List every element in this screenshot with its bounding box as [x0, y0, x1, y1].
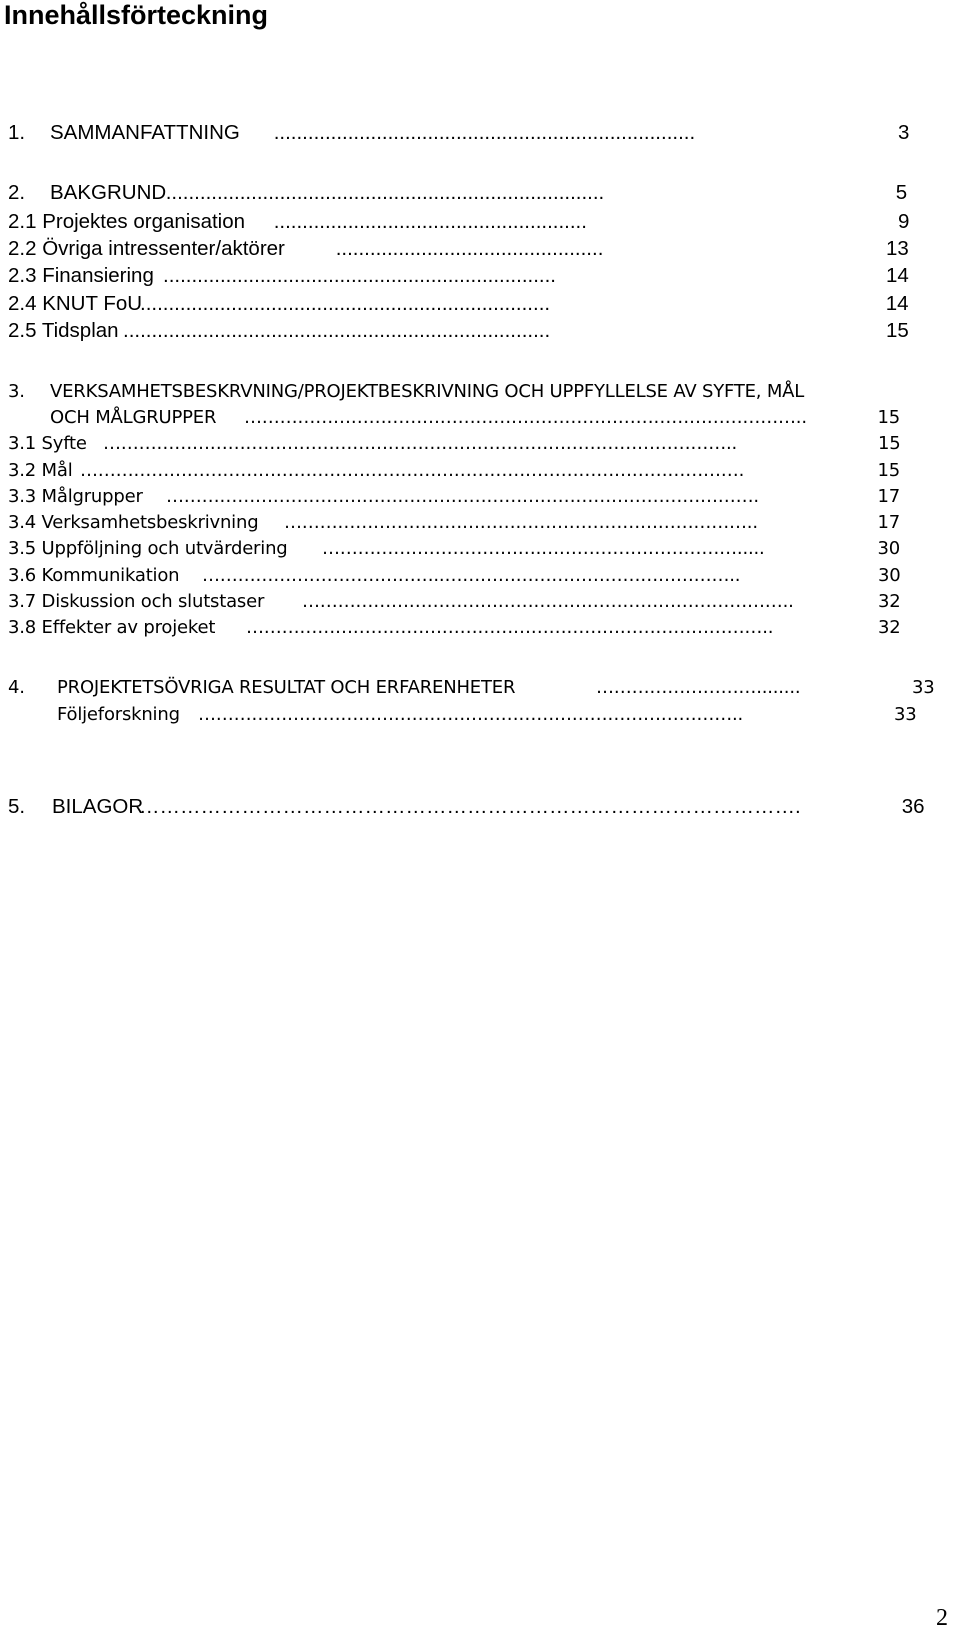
toc-entry-1-page: 3: [898, 121, 910, 144]
toc-entry-4-number: 4.: [8, 677, 25, 698]
toc-entry-2-3-leader: .....................................................................: [163, 264, 556, 287]
toc-entry-3-3[interactable]: [0, 483, 960, 510]
toc-entry-5-title: BILAGOR: [52, 795, 144, 818]
toc-entry-1-leader: ..........................................................................: [268, 121, 696, 144]
toc-entry-2-leader: .............................................................................: [160, 181, 605, 204]
page-number: 2: [936, 1605, 948, 1631]
toc-entry-2-5-title: 2.5 Tidsplan: [8, 319, 119, 342]
toc-entry-3-2-title: 3.2 Mål: [8, 460, 73, 481]
toc-entry-4-1-leader: ………………………………………………………………………………..: [198, 704, 744, 725]
toc-entry-2-title: BAKGRUND: [50, 181, 167, 204]
toc-entry-3-title-cont: OCH MÅLGRUPPER: [50, 407, 217, 428]
toc-entry-2-page: 5: [890, 181, 908, 204]
toc-entry-2-1-leader: .......................................................: [268, 210, 587, 233]
toc-entry-3-8-page: 32: [878, 617, 901, 638]
toc-entry-3-continued[interactable]: [0, 404, 960, 431]
toc-entry-4-1-page: 33: [894, 704, 917, 725]
toc-entry-2-2[interactable]: [0, 235, 960, 262]
toc-entry-3-5-leader: ……………………………….…………………………….....: [322, 538, 765, 559]
toc-entry-3-leader: …………………………………………………………………………………..: [244, 407, 807, 428]
toc-entry-2-3-page: 14: [886, 264, 909, 287]
toc-entry-5-leader: …………………………………………………………………………………….: [139, 795, 801, 818]
toc-entry-5[interactable]: [0, 793, 960, 820]
toc-entry-4-page: 33: [912, 677, 935, 698]
toc-entry-2-4-leader: ........................................................................: [140, 292, 551, 315]
toc-entry-2-5-page: 15: [886, 319, 909, 342]
toc-entry-2-5[interactable]: [0, 317, 960, 344]
toc-entry-5-page: 36: [896, 795, 925, 818]
toc-entry-3-page: 15: [872, 407, 901, 428]
toc-entry-3-7-title: 3.7 Diskussion och slutstaser: [8, 591, 265, 612]
toc-entry-3-4-title: 3.4 Verksamhetsbeskrivning: [8, 512, 259, 533]
toc-entry-2-4[interactable]: [0, 290, 960, 317]
toc-entry-4-1-title: Följeforskning: [57, 704, 180, 725]
toc-entry-3-6-page: 30: [878, 565, 901, 586]
toc-heading: Innehållsförteckning: [4, 0, 269, 30]
toc-entry-2-1-title: 2.1 Projektes organisation: [8, 210, 246, 233]
toc-entry-2-2-page: 13: [886, 237, 909, 260]
toc-entry-2-1[interactable]: [0, 208, 960, 235]
toc-entry-2-3-title: 2.3 Finansiering: [8, 264, 154, 287]
toc-entry-3-4-leader: ……………………………………………………………………..: [284, 512, 758, 533]
toc-entry-3-number: 3.: [8, 381, 25, 402]
toc-entry-3-2[interactable]: [0, 457, 960, 484]
toc-entry-3-4[interactable]: [0, 509, 960, 536]
toc-entry-3-4-page: 17: [872, 512, 901, 533]
toc-entry-3-6-title: 3.6 Kommunikation: [8, 565, 180, 586]
toc-entry-2-4-page: 14: [880, 292, 909, 315]
toc-entry-4[interactable]: [0, 674, 960, 701]
toc-entry-3-6-leader: …………………………………..…………………………………………..: [202, 565, 741, 586]
toc-entry-3-3-leader: ……………………………………………………………………………………….: [166, 486, 759, 507]
toc-entry-3-7[interactable]: [0, 588, 960, 615]
toc-entry-2-1-page: 9: [898, 210, 910, 233]
toc-entry-4-1[interactable]: [0, 701, 960, 728]
toc-entry-3-2-page: 15: [872, 460, 901, 481]
toc-entry-2-2-title: 2.2 Övriga intressenter/aktörer: [8, 237, 285, 260]
toc-entry-3-7-leader: ………………………………………………………………………..: [302, 591, 794, 612]
toc-entry-3-1[interactable]: [0, 430, 960, 457]
toc-entry-3-5[interactable]: [0, 535, 960, 562]
toc-entry-3-2-leader: ………………………………………………………………………………………………….: [80, 460, 745, 481]
toc-entry-3-1-leader: ……………………………………………………………………………………………..: [103, 433, 738, 454]
toc-entry-3-3-title: 3.3 Målgrupper: [8, 486, 143, 507]
toc-entry-5-number: 5.: [8, 795, 26, 818]
toc-entry-1[interactable]: [0, 119, 960, 146]
toc-entry-2-4-title: 2.4 KNUT FoU: [8, 292, 143, 315]
toc-entry-2-3[interactable]: [0, 262, 960, 289]
toc-entry-4-title: PROJEKTETSÖVRIGA RESULTAT OCH ERFARENHETER: [57, 677, 516, 698]
toc-entry-3-title: VERKSAMHETSBESKRVNING/PROJEKTBESKRIVNING OCH UPPFYLLELSE AV SYFTE, MÅL: [50, 381, 805, 402]
toc-entry-1-title: SAMMANFATTNING: [50, 121, 240, 144]
toc-entry-3-7-page: 32: [878, 591, 901, 612]
toc-entry-2-number: 2.: [8, 181, 26, 204]
toc-entry-3-8-leader: ……………………………………………………………………………..: [246, 617, 774, 638]
toc-entry-3-5-page: 30: [872, 538, 901, 559]
toc-entry-3-1-page: 15: [878, 433, 901, 454]
toc-entry-3-5-title: 3.5 Uppföljning och utvärdering: [8, 538, 288, 559]
toc-entry-3-8-title: 3.8 Effekter av projeket: [8, 617, 216, 638]
toc-entry-3-6[interactable]: [0, 562, 960, 589]
toc-entry-2-5-leader: ...........................................................................: [123, 319, 551, 342]
toc-entry-3[interactable]: [0, 378, 960, 405]
toc-entry-4-leader: ………………………........: [596, 677, 801, 698]
toc-entry-3-3-page: 17: [872, 486, 901, 507]
toc-entry-1-number: 1.: [8, 121, 26, 144]
toc-entry-2-2-leader: ...............................................: [330, 237, 604, 260]
toc-entry-3-1-title: 3.1 Syfte: [8, 433, 87, 454]
toc-entry-2[interactable]: [0, 179, 960, 206]
toc-entry-3-8[interactable]: [0, 614, 960, 641]
